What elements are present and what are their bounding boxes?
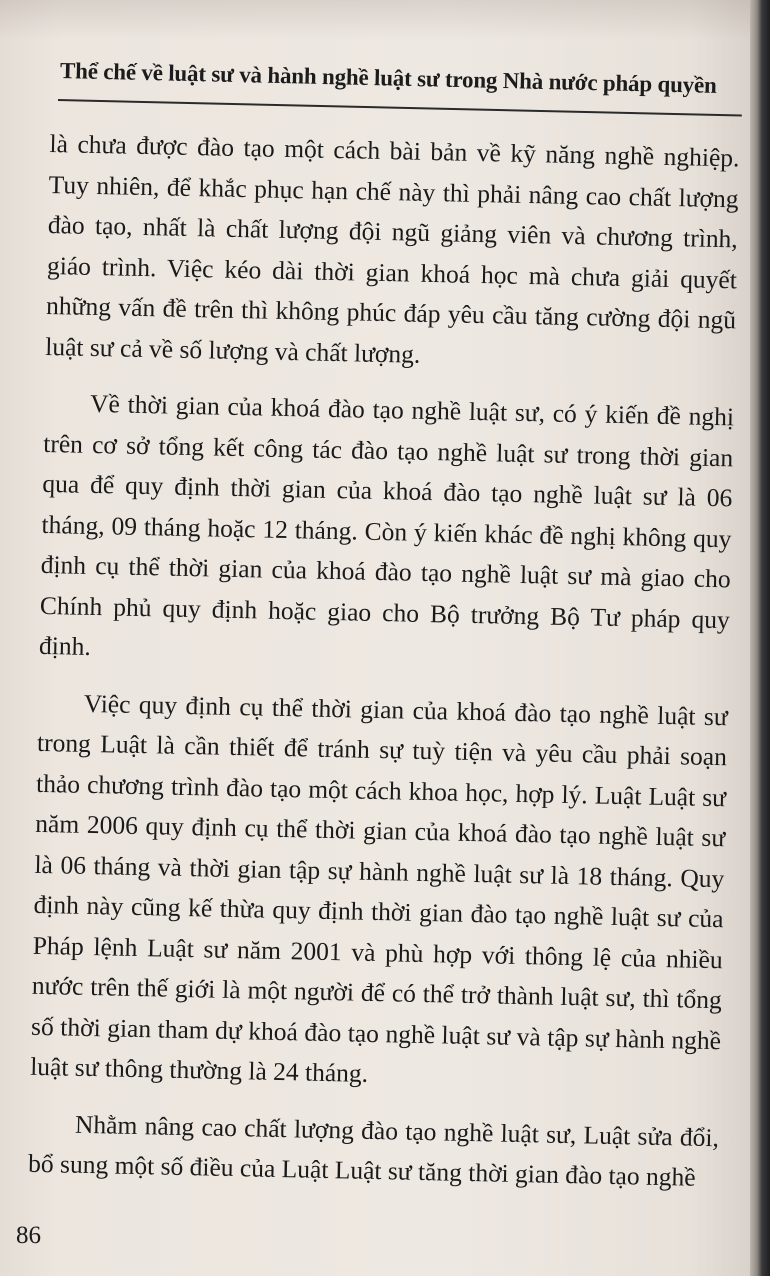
page-number: 86 xyxy=(16,1222,41,1249)
paragraph: Việc quy định cụ thể thời gian của khoá đào tạo nghề luật sư trong Luật là cần thiết để tránh sự tuỳ tiện và yêu cầu phải soạn thảo chương trình đào tạo một cách khoa học, hợp lý. Luật Luật sư năm 2006 quy định cụ thể thời gian của khoá đào tạo nghề luật sư là 06 tháng và thời gian tập sự hành nghề luật sư là 18 tháng. Quy định này cũng kế thừa quy định thời gian đào tạo nghề luật sư của Pháp lệnh Luật sư năm 2001 và phù hợp với thông lệ của nhiều nước trên thế giới là một người để có thể trở thành luật sư, thì tổng số thời gian tham dự khoá đào tạo nghề luật sư và tập sự hành nghề luật sư thông thường là 24 tháng. xyxy=(29,688,729,1088)
page-top-shadow xyxy=(0,0,750,40)
page-body xyxy=(27,124,739,1215)
paragraph: là chưa được đào tạo một cách bài bản về kỹ năng nghề nghiệp. Tuy nhiên, để khắc phục hạn chế này thì phải nâng cao chất lượng đào tạo, nhất là chất lượng đội ngũ giảng viên và chương trình, giáo trình. Việc kéo dài thời gian khoá học mà chưa giải quyết những vấn đề trên thì không phúc đáp yêu cầu tăng cường đội ngũ luật sư cả về số lượng và chất lượng. xyxy=(45,128,740,369)
paragraph: Nhằm nâng cao chất lượng đào tạo nghề luật sư, Luật sửa đổi, bổ sung một số điều của Luật Luật sư tăng thời gian đào tạo nghề xyxy=(27,1109,720,1192)
paragraph: Về thời gian của khoá đào tạo nghề luật sư, có ý kiến đề nghị trên cơ sở tổng kết công tác đào tạo nghề luật sư trong thời gian qua để quy định thời gian của khoá đào tạo nghề luật sư là 06 tháng, 09 tháng hoặc 12 tháng. Còn ý kiến khác đề nghị không quy định cụ thể thời gian của khoá đào tạo nghề luật sư mà giao cho Chính phủ quy định hoặc giao cho Bộ trưởng Bộ Tư pháp quy định. xyxy=(38,388,735,661)
book-spine-edge xyxy=(750,0,770,1276)
header-divider xyxy=(58,99,742,116)
running-header: Thể chế về luật sư và hành nghề luật sư trong Nhà nước pháp quyền xyxy=(59,58,717,98)
